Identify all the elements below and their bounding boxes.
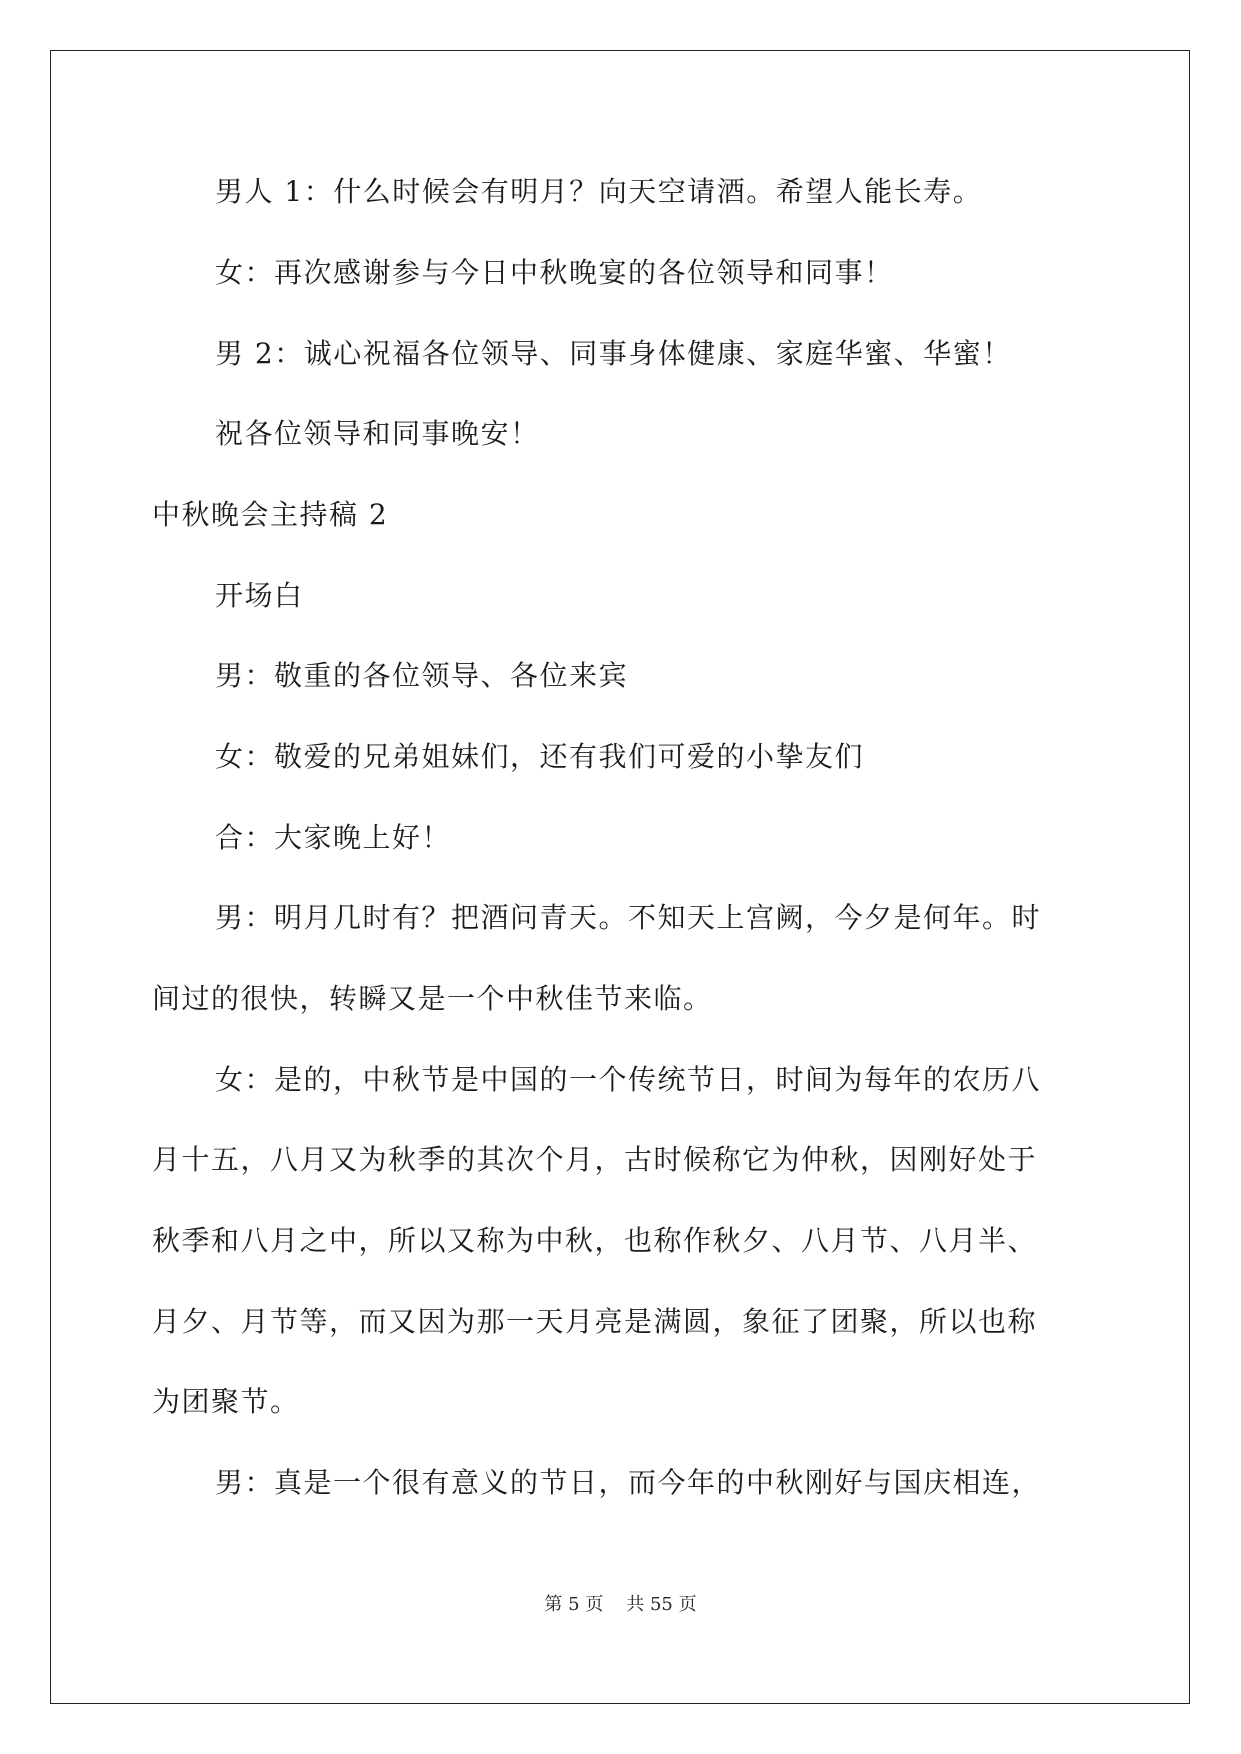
dialogue-line: 女：是的，中秋节是中国的一个传统节日，时间为每年的农历八 <box>215 1063 1042 1096</box>
page-footer <box>0 1592 1241 1618</box>
dialogue-line: 为团聚节。 <box>152 1385 300 1418</box>
dialogue-line: 男：明月几时有？把酒问青天。不知天上宫阙，今夕是何年。时 <box>215 901 1042 934</box>
dialogue-line: 祝各位领导和同事晚安！ <box>215 417 540 450</box>
dialogue-line: 男：敬重的各位领导、各位来宾 <box>215 659 629 692</box>
page-border <box>50 50 1190 1704</box>
dialogue-line: 男人 1：什么时候会有明月？向天空请酒。希望人能长寿。 <box>215 175 983 208</box>
dialogue-line: 合：大家晚上好！ <box>215 821 452 854</box>
dialogue-line: 男：真是一个很有意义的节日，而今年的中秋刚好与国庆相连， <box>215 1466 1042 1499</box>
dialogue-line: 女：敬爱的兄弟姐妹们，还有我们可爱的小挚友们 <box>215 740 865 773</box>
subheading: 开场白 <box>215 579 304 612</box>
dialogue-line: 女：再次感谢参与今日中秋晚宴的各位领导和同事！ <box>215 256 894 289</box>
dialogue-line: 男 2：诚心祝福各位领导、同事身体健康、家庭华蜜、华蜜！ <box>215 337 1012 370</box>
dialogue-line: 月夕、月节等，而又因为那一天月亮是满圆，象征了团聚，所以也称 <box>152 1305 1038 1338</box>
dialogue-line: 间过的很快，转瞬又是一个中秋佳节来临。 <box>152 982 713 1015</box>
section-heading: 中秋晚会主持稿 2 <box>152 498 389 531</box>
page-total: 共 55 页 <box>626 1594 697 1615</box>
page-number: 第 5 页 <box>544 1594 604 1615</box>
dialogue-line: 秋季和八月之中，所以又称为中秋，也称作秋夕、八月节、八月半、 <box>152 1224 1038 1257</box>
dialogue-line: 月十五，八月又为秋季的其次个月，古时候称它为仲秋，因刚好处于 <box>152 1143 1038 1176</box>
